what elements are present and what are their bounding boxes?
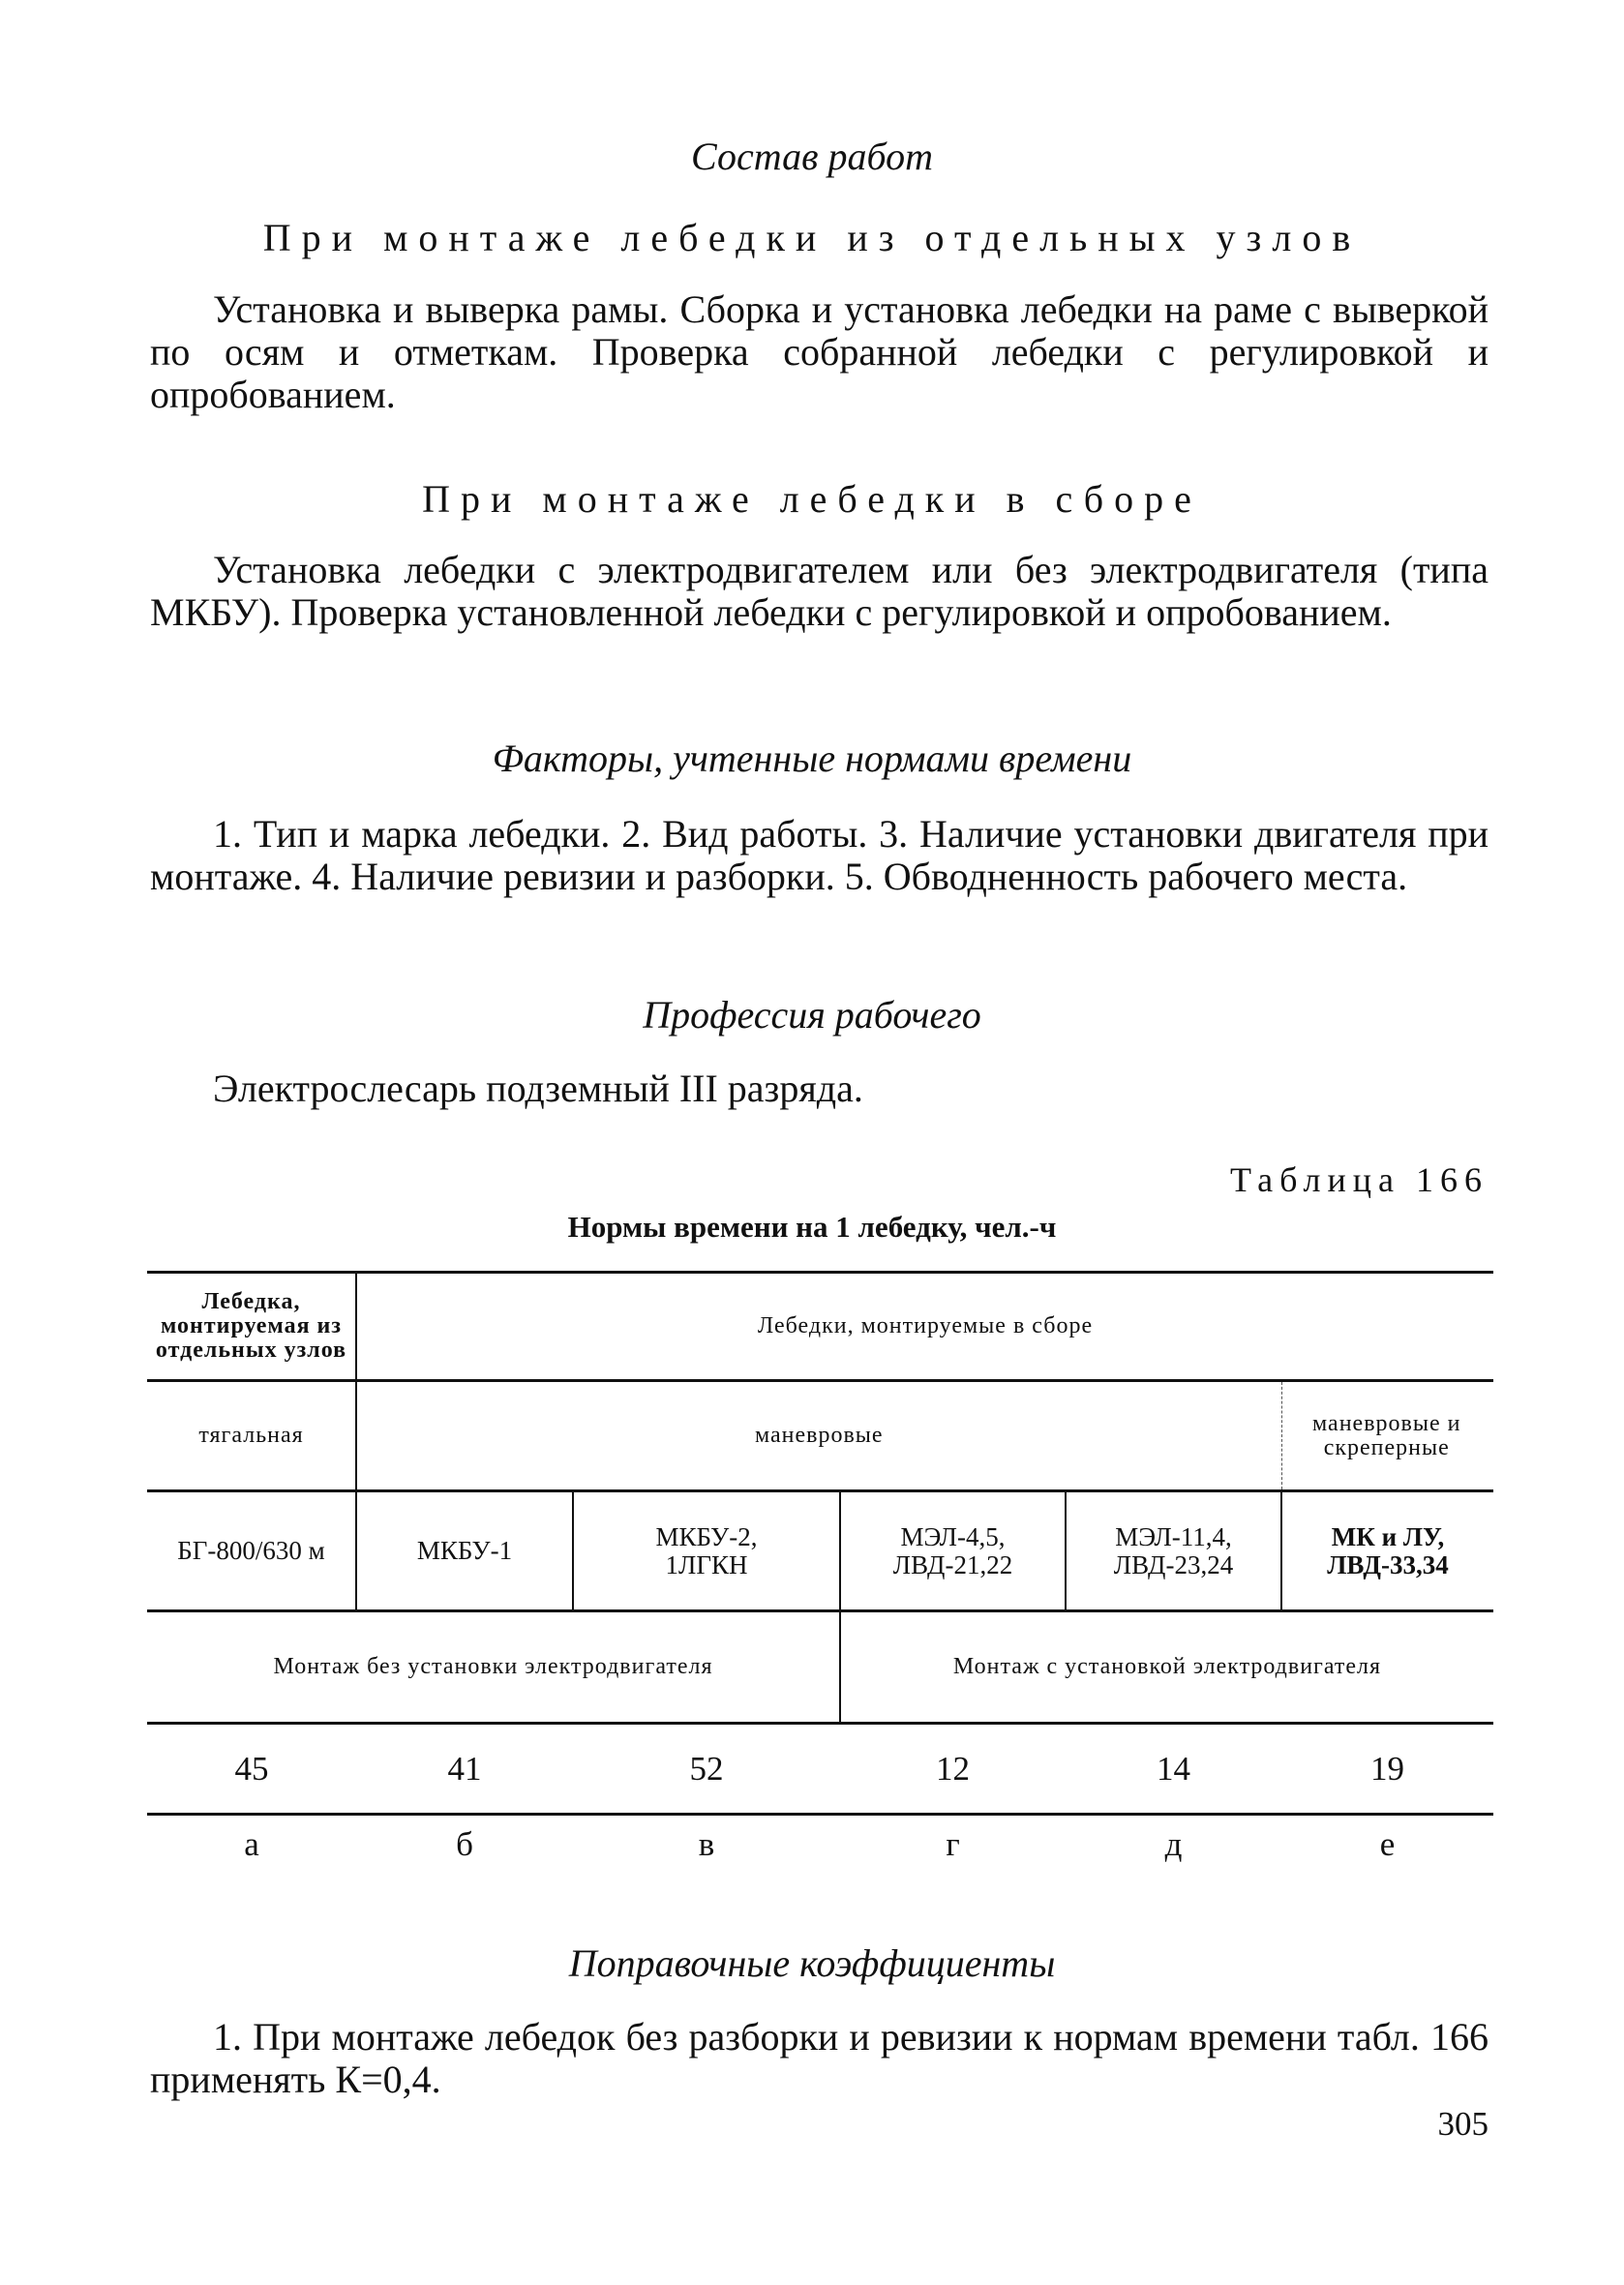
- table-model-row: [147, 1491, 1493, 1611]
- model-cell: МКБУ-1: [356, 1491, 573, 1611]
- table-letter-row: [147, 1815, 1493, 1875]
- type-haul: тягальная: [198, 1423, 304, 1448]
- value-cell: 12: [936, 1749, 970, 1788]
- model-cell: МЭЛ-4,5, ЛВД-21,22: [840, 1491, 1066, 1611]
- model-cell: МКБУ-2, 1ЛГКН: [573, 1491, 840, 1611]
- paragraph-separate: [150, 288, 1489, 416]
- value-cell: 14: [1157, 1749, 1190, 1788]
- paragraph-profession: [150, 1067, 1489, 1110]
- value-cell: 41: [447, 1749, 482, 1788]
- header-separate: Лебедка, монтируемая из отдельных узлов: [155, 1289, 347, 1363]
- paragraph-assembled-text: Установка лебедки с электродвигателем или без электродвигателя (типа МКБУ). Проверка установленной лебедки с регулировкой и опробованием.: [150, 548, 1489, 634]
- letter-cell: в: [698, 1825, 715, 1864]
- model-cell: МК и ЛУ, ЛВД-33,34: [1281, 1491, 1493, 1611]
- norms-table: [147, 1271, 1493, 1875]
- letter-cell: е: [1379, 1825, 1396, 1864]
- letter-cell: г: [946, 1825, 960, 1864]
- type-maneuver-scraper: маневровые и скреперные: [1281, 1381, 1493, 1491]
- value-cell: 52: [689, 1749, 724, 1788]
- table-header-row: [147, 1273, 1493, 1381]
- coefficients-title: Поправочные коэффициенты: [568, 1941, 1056, 1985]
- table-value-row: [147, 1724, 1493, 1815]
- table-label: Таблица 166: [1230, 1160, 1489, 1199]
- paragraph-coefficients-text: 1. При монтаже лебедок без разборки и ревизии к нормам времени табл. 166 применять К=0,4.: [150, 2015, 1489, 2101]
- model-cell: МЭЛ-11,4, ЛВД-23,24: [1066, 1491, 1281, 1611]
- value-cell: 45: [234, 1749, 269, 1788]
- letter-cell: б: [456, 1825, 473, 1864]
- table-type-row: [147, 1381, 1493, 1491]
- paragraph-profession-text: Электрослесарь подземный III разряда.: [213, 1067, 863, 1110]
- mount-without: Монтаж без установки электродвигателя: [273, 1654, 713, 1679]
- profession-title: Профессия рабочего: [643, 993, 981, 1037]
- factors-title: Факторы, учтенные нормами времени: [492, 737, 1132, 780]
- subsection-title-separate: При монтаже лебедки из отдельных узлов: [262, 216, 1362, 259]
- paragraph-assembled: [150, 549, 1489, 634]
- paragraph-factors: [150, 813, 1489, 898]
- paragraph-coefficients: [150, 2016, 1489, 2101]
- section-title: Состав работ: [691, 135, 933, 178]
- paragraph-separate-text: Установка и выверка рамы. Сборка и установка лебедки на раме с выверкой по осям и отметкам. Проверка собранной лебедки с регулировкой и опробованием.: [150, 287, 1489, 416]
- mount-with: Монтаж с установкой электродвигателя: [840, 1611, 1493, 1724]
- model-cell: БГ-800/630 м: [177, 1536, 325, 1565]
- type-maneuver: маневровые: [356, 1381, 1281, 1491]
- table-caption: Нормы времени на 1 лебедку, чел.-ч: [567, 1210, 1057, 1244]
- table-mount-row: [147, 1611, 1493, 1724]
- letter-cell: д: [1164, 1825, 1183, 1864]
- subsection-title-assembled: При монтаже лебедки в сборе: [422, 477, 1202, 521]
- header-assembled: Лебедки, монтируемые в сборе: [356, 1273, 1493, 1381]
- paragraph-factors-text: 1. Тип и марка лебедки. 2. Вид работы. 3. Наличие установки двигателя при монтаже. 4. Наличие ревизии и разборки. 5. Обводненность рабочего места.: [150, 812, 1489, 898]
- page-number: 305: [1437, 2105, 1489, 2143]
- letter-cell: а: [244, 1825, 259, 1864]
- value-cell: 19: [1370, 1749, 1404, 1788]
